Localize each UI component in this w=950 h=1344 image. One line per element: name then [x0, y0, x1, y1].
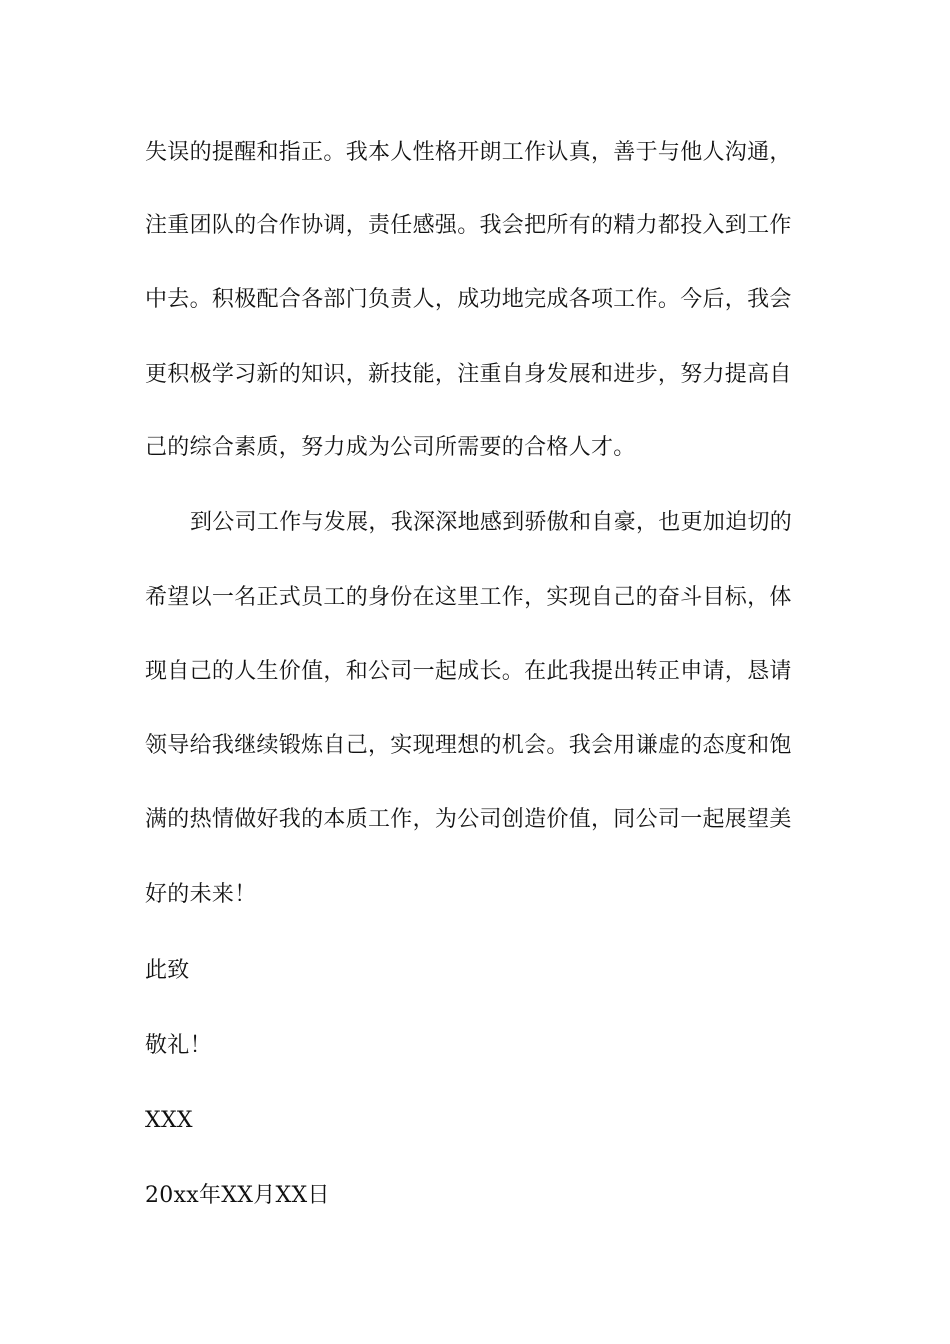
paragraph-line: 满的热情做好我的本质工作，为公司创造价值，同公司一起展望美: [145, 807, 792, 832]
paragraph-line: 注重团队的合作协调，责任感强。我会把所有的精力都投入到工作: [145, 213, 792, 238]
paragraph-line: 中去。积极配合各部门负责人，成功地完成各项工作。今后，我会: [145, 287, 792, 312]
salutation-text: 敬礼！: [145, 1033, 212, 1058]
paragraph-line: 现自己的人生价值，和公司一起成长。在此我提出转正申请，恳请: [145, 659, 792, 684]
paragraph-line: 好的未来！: [145, 882, 257, 907]
paragraph-line: 更积极学习新的知识，新技能，注重自身发展和进步，努力提高自: [145, 362, 792, 387]
signature-text: XXX: [145, 1108, 193, 1133]
paragraph-line: 领导给我继续锻炼自己，实现理想的机会。我会用谦虚的态度和饱: [145, 733, 792, 758]
paragraph-line: 失误的提醒和指正。我本人性格开朗工作认真，善于与他人沟通，: [145, 140, 792, 165]
date-text: 20xx年XX月XX日: [145, 1183, 330, 1208]
paragraph-line: 己的综合素质，努力成为公司所需要的合格人才。: [145, 435, 636, 460]
closing-text: 此致: [145, 958, 190, 983]
paragraph-line: 到公司工作与发展，我深深地感到骄傲和自豪，也更加迫切的: [190, 510, 793, 535]
paragraph-line: 希望以一名正式员工的身份在这里工作，实现自己的奋斗目标，体: [145, 585, 792, 610]
